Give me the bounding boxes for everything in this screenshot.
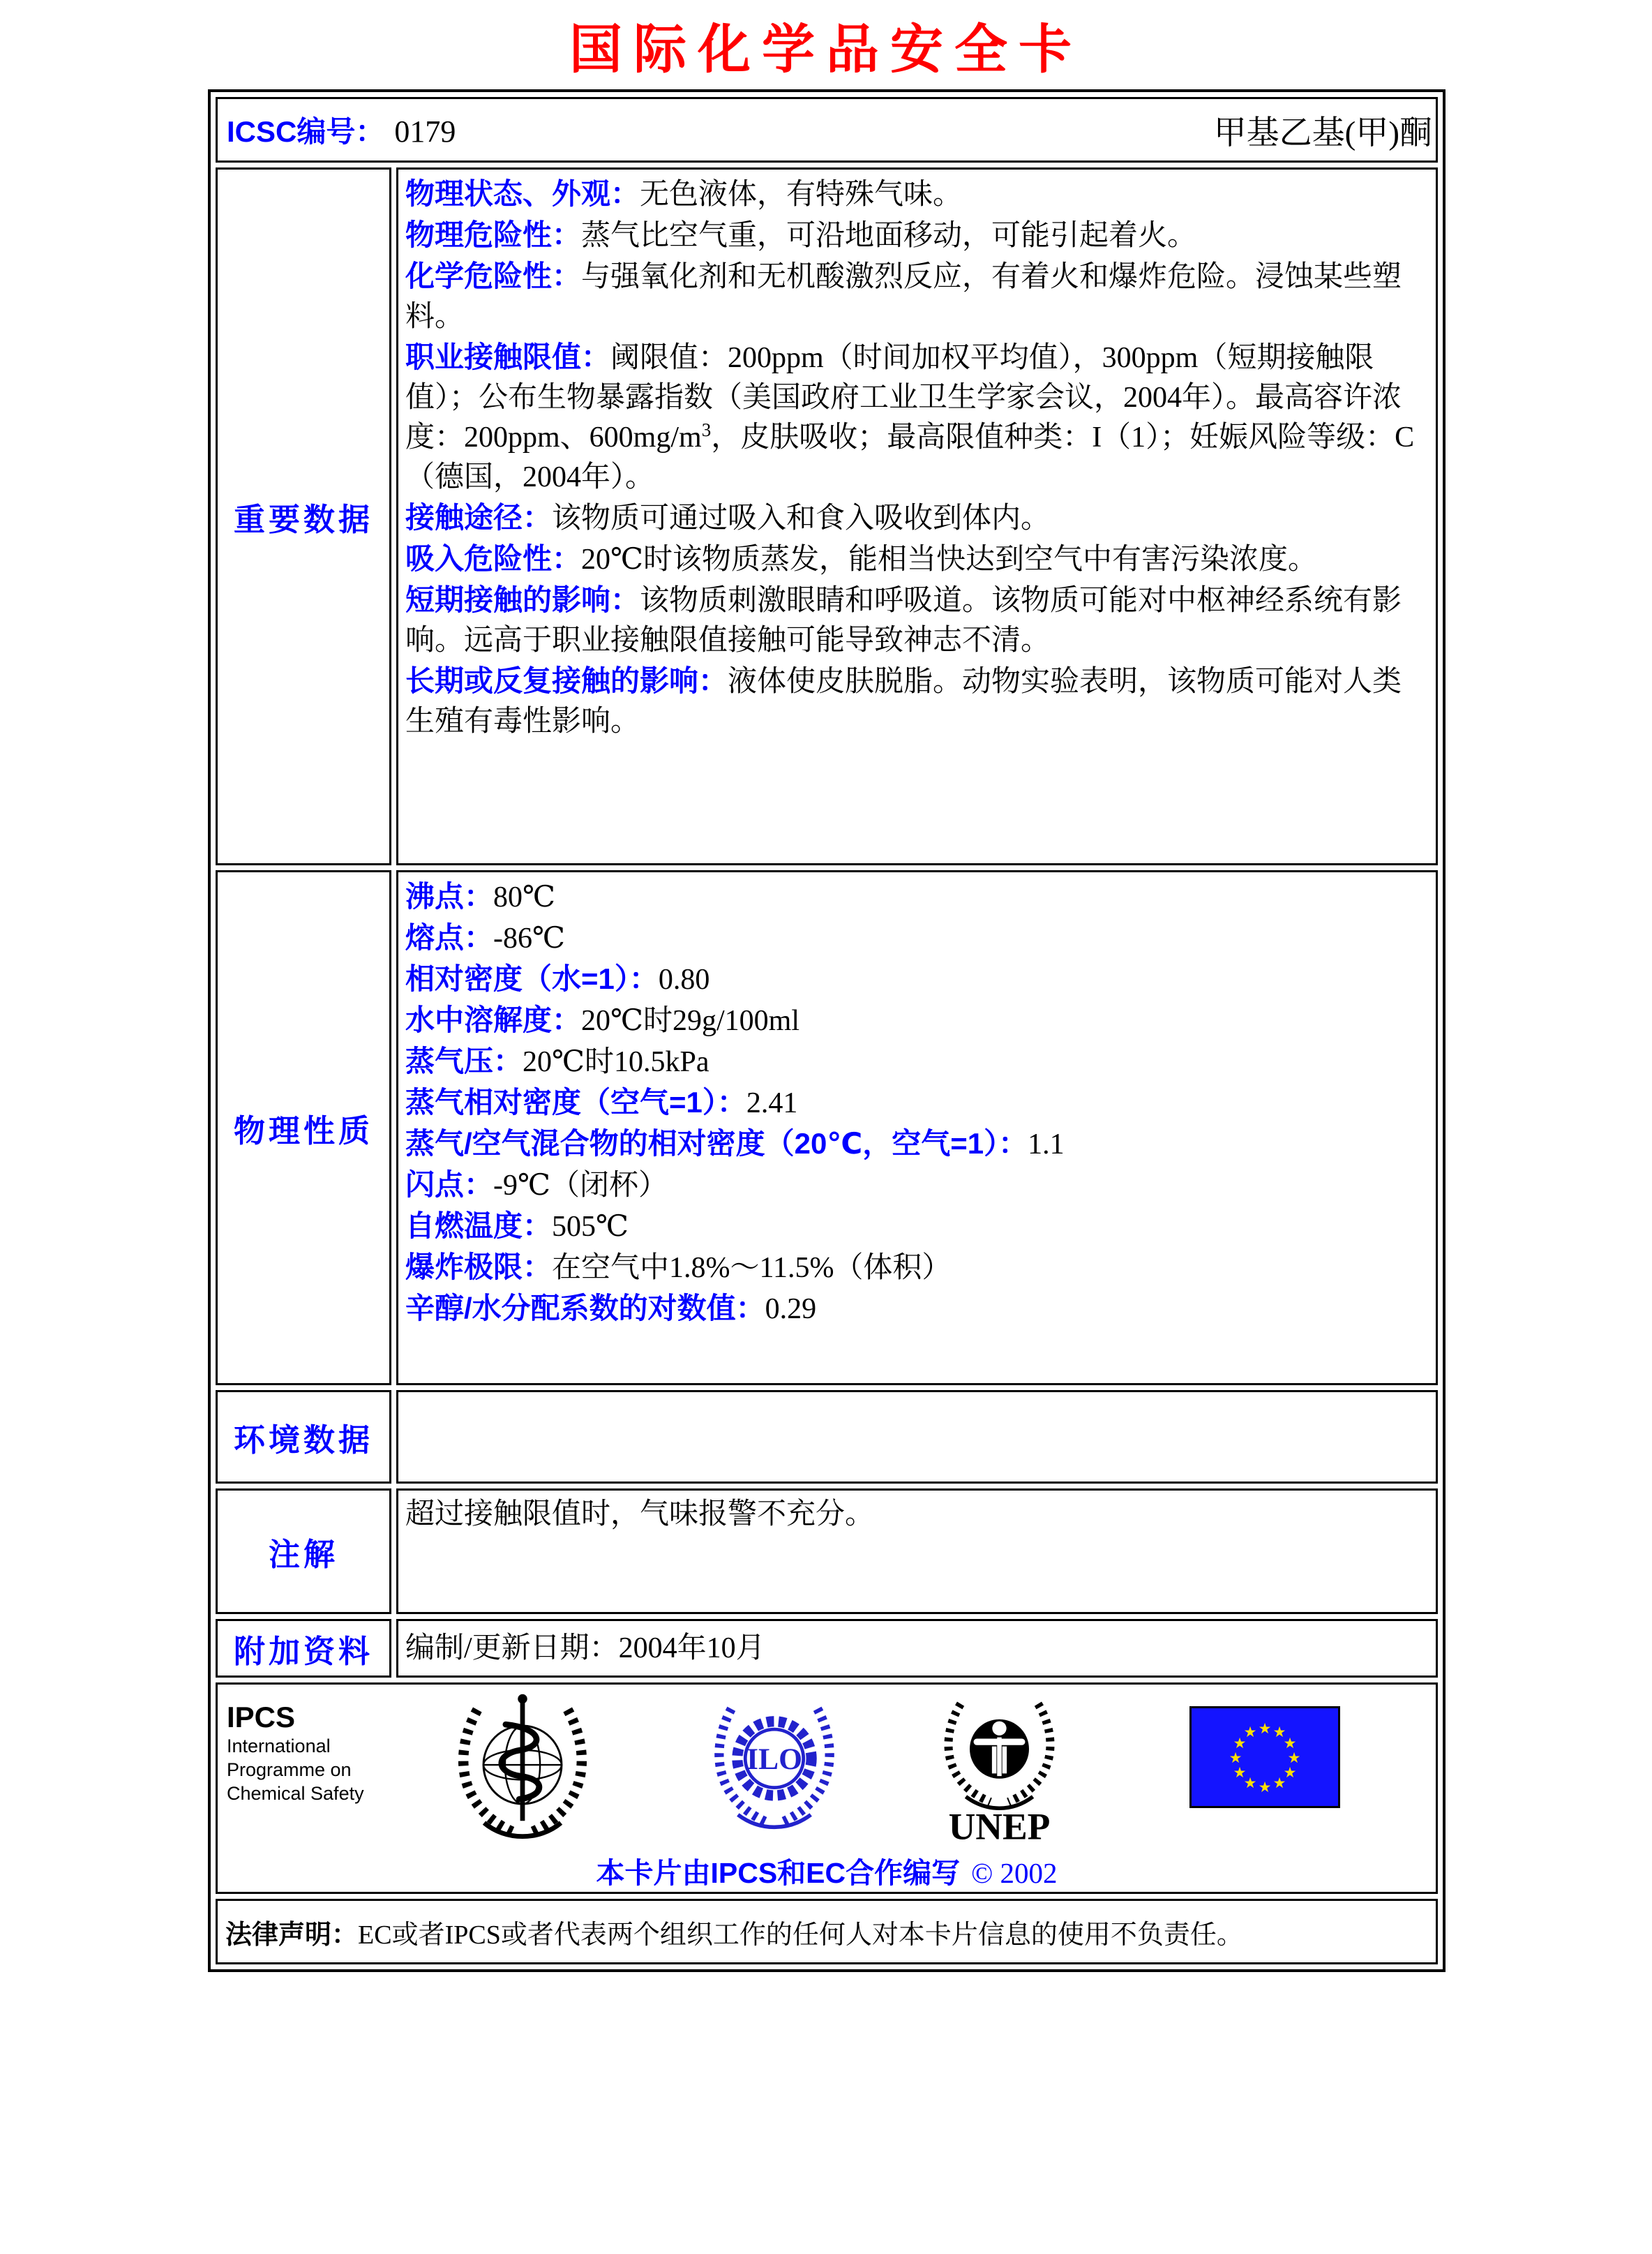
field-label: 沸点：	[405, 880, 494, 913]
superscript-3: 3	[701, 419, 712, 440]
field-label: 蒸气/空气混合物的相对密度（20℃，空气=1）：	[405, 1127, 1028, 1160]
field-label: 闪点：	[405, 1168, 494, 1201]
svg-text:★: ★	[1272, 1724, 1286, 1740]
field-exposure-routes	[405, 498, 1429, 539]
field-vapor-density	[405, 1082, 1429, 1124]
field-autoignition-temperature	[405, 1206, 1429, 1247]
additional-info-row	[216, 1619, 1438, 1678]
svg-text:★: ★	[1233, 1735, 1247, 1752]
field-chemical-danger	[405, 256, 1429, 337]
field-label: 相对密度（水=1）：	[405, 962, 659, 995]
field-label: 职业接触限值：	[405, 341, 611, 373]
unep-logo	[935, 1692, 1064, 1844]
important-data-row	[216, 167, 1438, 865]
field-value: 该物质可通过吸入和食入吸收到体内。	[552, 502, 1051, 535]
field-label: 自燃温度：	[405, 1209, 553, 1242]
field-long-term-effects	[405, 661, 1429, 742]
ipcs-title: IPCS	[227, 1701, 296, 1733]
svg-text:★: ★	[1283, 1735, 1297, 1752]
field-value: -9℃（闭杯）	[493, 1170, 668, 1202]
ipcs-subtitle-line: Programme on	[227, 1759, 352, 1780]
field-value: 80℃	[493, 881, 555, 913]
svg-text:★: ★	[1243, 1775, 1257, 1791]
field-physical-danger	[405, 215, 1429, 256]
important-data-content	[396, 167, 1438, 865]
page-title: 国际化学品安全卡	[569, 20, 1083, 80]
field-value: 与强氧化剂和无机酸激烈反应，有着火和爆炸危险。浸蚀某些塑料。	[405, 261, 1402, 333]
field-vapor-pressure	[405, 1041, 1429, 1082]
field-value: 液体使皮肤脱脂。动物实验表明，该物质可能对人类生殖有毒性影响。	[405, 666, 1402, 738]
icsc-number-group	[227, 109, 456, 151]
field-value-continued: ，皮肤吸收；最高限值种类：I（1）；妊娠风险等级：C（德国，2004年）。	[405, 421, 1415, 493]
field-value: 20℃时29g/100ml	[581, 1005, 800, 1037]
svg-text:★: ★	[1233, 1764, 1247, 1781]
svg-text:★: ★	[1287, 1749, 1301, 1766]
legal-cell	[216, 1899, 1438, 1964]
field-value: 20℃时10.5kPa	[523, 1046, 709, 1078]
who-logo	[449, 1689, 596, 1844]
svg-text:★: ★	[1258, 1720, 1272, 1737]
field-value: 20℃时该物质蒸发，能相当快达到空气中有害污染浓度。	[581, 544, 1318, 576]
field-value: 无色液体，有特殊气味。	[640, 179, 963, 211]
header-row	[216, 97, 1438, 163]
footer-cell	[216, 1682, 1438, 1894]
header-cell	[216, 97, 1438, 163]
logo-row	[218, 1688, 1435, 1844]
field-label: 物理危险性：	[405, 218, 582, 251]
field-label: 辛醇/水分配系数的对数值：	[405, 1292, 765, 1324]
section-label-notes: 注解	[216, 1488, 391, 1614]
footer-caption	[218, 1850, 1435, 1891]
field-flash-point	[405, 1165, 1429, 1206]
field-value: 1.1	[1028, 1128, 1065, 1160]
environmental-data-row	[216, 1390, 1438, 1484]
field-vapor-air-mixture-density	[405, 1124, 1429, 1165]
field-label: 蒸气压：	[405, 1045, 523, 1077]
physical-properties-row	[216, 870, 1438, 1385]
section-label-additional-info: 附加资料	[216, 1619, 391, 1678]
field-label: 短期接触的影响：	[405, 583, 640, 616]
environmental-data-content	[396, 1390, 1438, 1484]
section-label-physical-properties: 物理性质	[216, 870, 391, 1385]
field-value: -86℃	[493, 923, 565, 955]
field-inhalation-risk	[405, 539, 1429, 580]
footer-row	[216, 1682, 1438, 1894]
field-value: 该物质刺激眼睛和呼吸道。该物质可能对中枢神经系统有影响。远高于职业接触限值接触可能导致神志不清。	[405, 585, 1402, 657]
field-relative-density	[405, 959, 1429, 1000]
field-value: 在空气中1.8%～11.5%（体积）	[552, 1252, 952, 1284]
svg-text:★: ★	[1283, 1764, 1297, 1781]
field-boiling-point	[405, 876, 1429, 918]
field-label: 物理状态、外观：	[405, 177, 640, 210]
notes-row	[216, 1488, 1438, 1614]
field-short-term-effects	[405, 580, 1429, 661]
physical-properties-content	[396, 870, 1438, 1385]
field-physical-state	[405, 174, 1429, 215]
field-value: 阈限值：200ppm（时间加权平均值），300ppm（短期接触限值）；公布生物暴露指数（美国政府工业卫生学家会议，2004年）。最高容许浓度：200ppm、600mg/m	[405, 342, 1402, 454]
field-label: 吸入危险性：	[405, 542, 582, 575]
chemical-name: 甲基乙基(甲)酮	[1213, 114, 1432, 151]
svg-text:★: ★	[1243, 1724, 1257, 1740]
eu-flag-icon	[1189, 1706, 1340, 1808]
field-label: 水中溶解度：	[405, 1003, 582, 1036]
field-label: 熔点：	[405, 921, 494, 954]
icsc-number-value: 0179	[394, 114, 456, 149]
icsc-card-table	[208, 89, 1446, 1972]
field-value: 超过接触限值时，气味报警不充分。	[405, 1498, 875, 1530]
unep-letters: UNEP	[948, 1805, 1051, 1844]
field-label: 蒸气相对密度（空气=1）：	[405, 1086, 746, 1119]
ilo-logo	[708, 1692, 841, 1835]
field-water-solubility	[405, 1000, 1429, 1041]
field-label: 长期或反复接触的影响：	[405, 664, 728, 697]
field-label: 接触途径：	[405, 501, 553, 534]
legal-row	[216, 1899, 1438, 1964]
ipcs-subtitle-line: Chemical Safety	[227, 1783, 364, 1804]
legal-notice-text: EC或者IPCS或者代表两个组织工作的任何人对本卡片信息的使用不负责任。	[358, 1920, 1243, 1950]
ilo-letters: ILO	[746, 1742, 803, 1777]
field-value: 2.41	[746, 1087, 798, 1119]
section-label-important-data: 重要数据	[216, 167, 391, 865]
field-value: 0.29	[765, 1293, 817, 1325]
field-explosive-limits	[405, 1247, 1429, 1288]
ipcs-subtitle-line: International	[227, 1736, 331, 1756]
field-label: 爆炸极限：	[405, 1251, 553, 1283]
svg-text:★: ★	[1272, 1775, 1286, 1791]
icsc-number-label: ICSC编号：	[227, 115, 385, 148]
section-label-environmental-data: 环境数据	[216, 1390, 391, 1484]
legal-notice-label: 法律声明：	[225, 1920, 359, 1950]
field-value: 505℃	[552, 1211, 629, 1243]
field-value: 0.80	[658, 964, 710, 996]
field-melting-point	[405, 918, 1429, 959]
footer-copyright: © 2002	[971, 1857, 1058, 1889]
additional-info-content	[396, 1619, 1438, 1678]
ipcs-text-block	[227, 1701, 401, 1805]
field-label: 化学危险性：	[405, 260, 582, 292]
field-value: 蒸气比空气重，可沿地面移动，可能引起着火。	[581, 220, 1197, 252]
field-occupational-limits	[405, 337, 1429, 498]
notes-content	[396, 1488, 1438, 1614]
field-update-date: 编制/更新日期：2004年10月	[405, 1632, 765, 1664]
field-octanol-water-partition	[405, 1288, 1429, 1329]
svg-text:★: ★	[1229, 1749, 1242, 1766]
svg-text:★: ★	[1258, 1779, 1272, 1796]
footer-caption-text: 本卡片由IPCS和EC合作编写	[596, 1857, 961, 1889]
